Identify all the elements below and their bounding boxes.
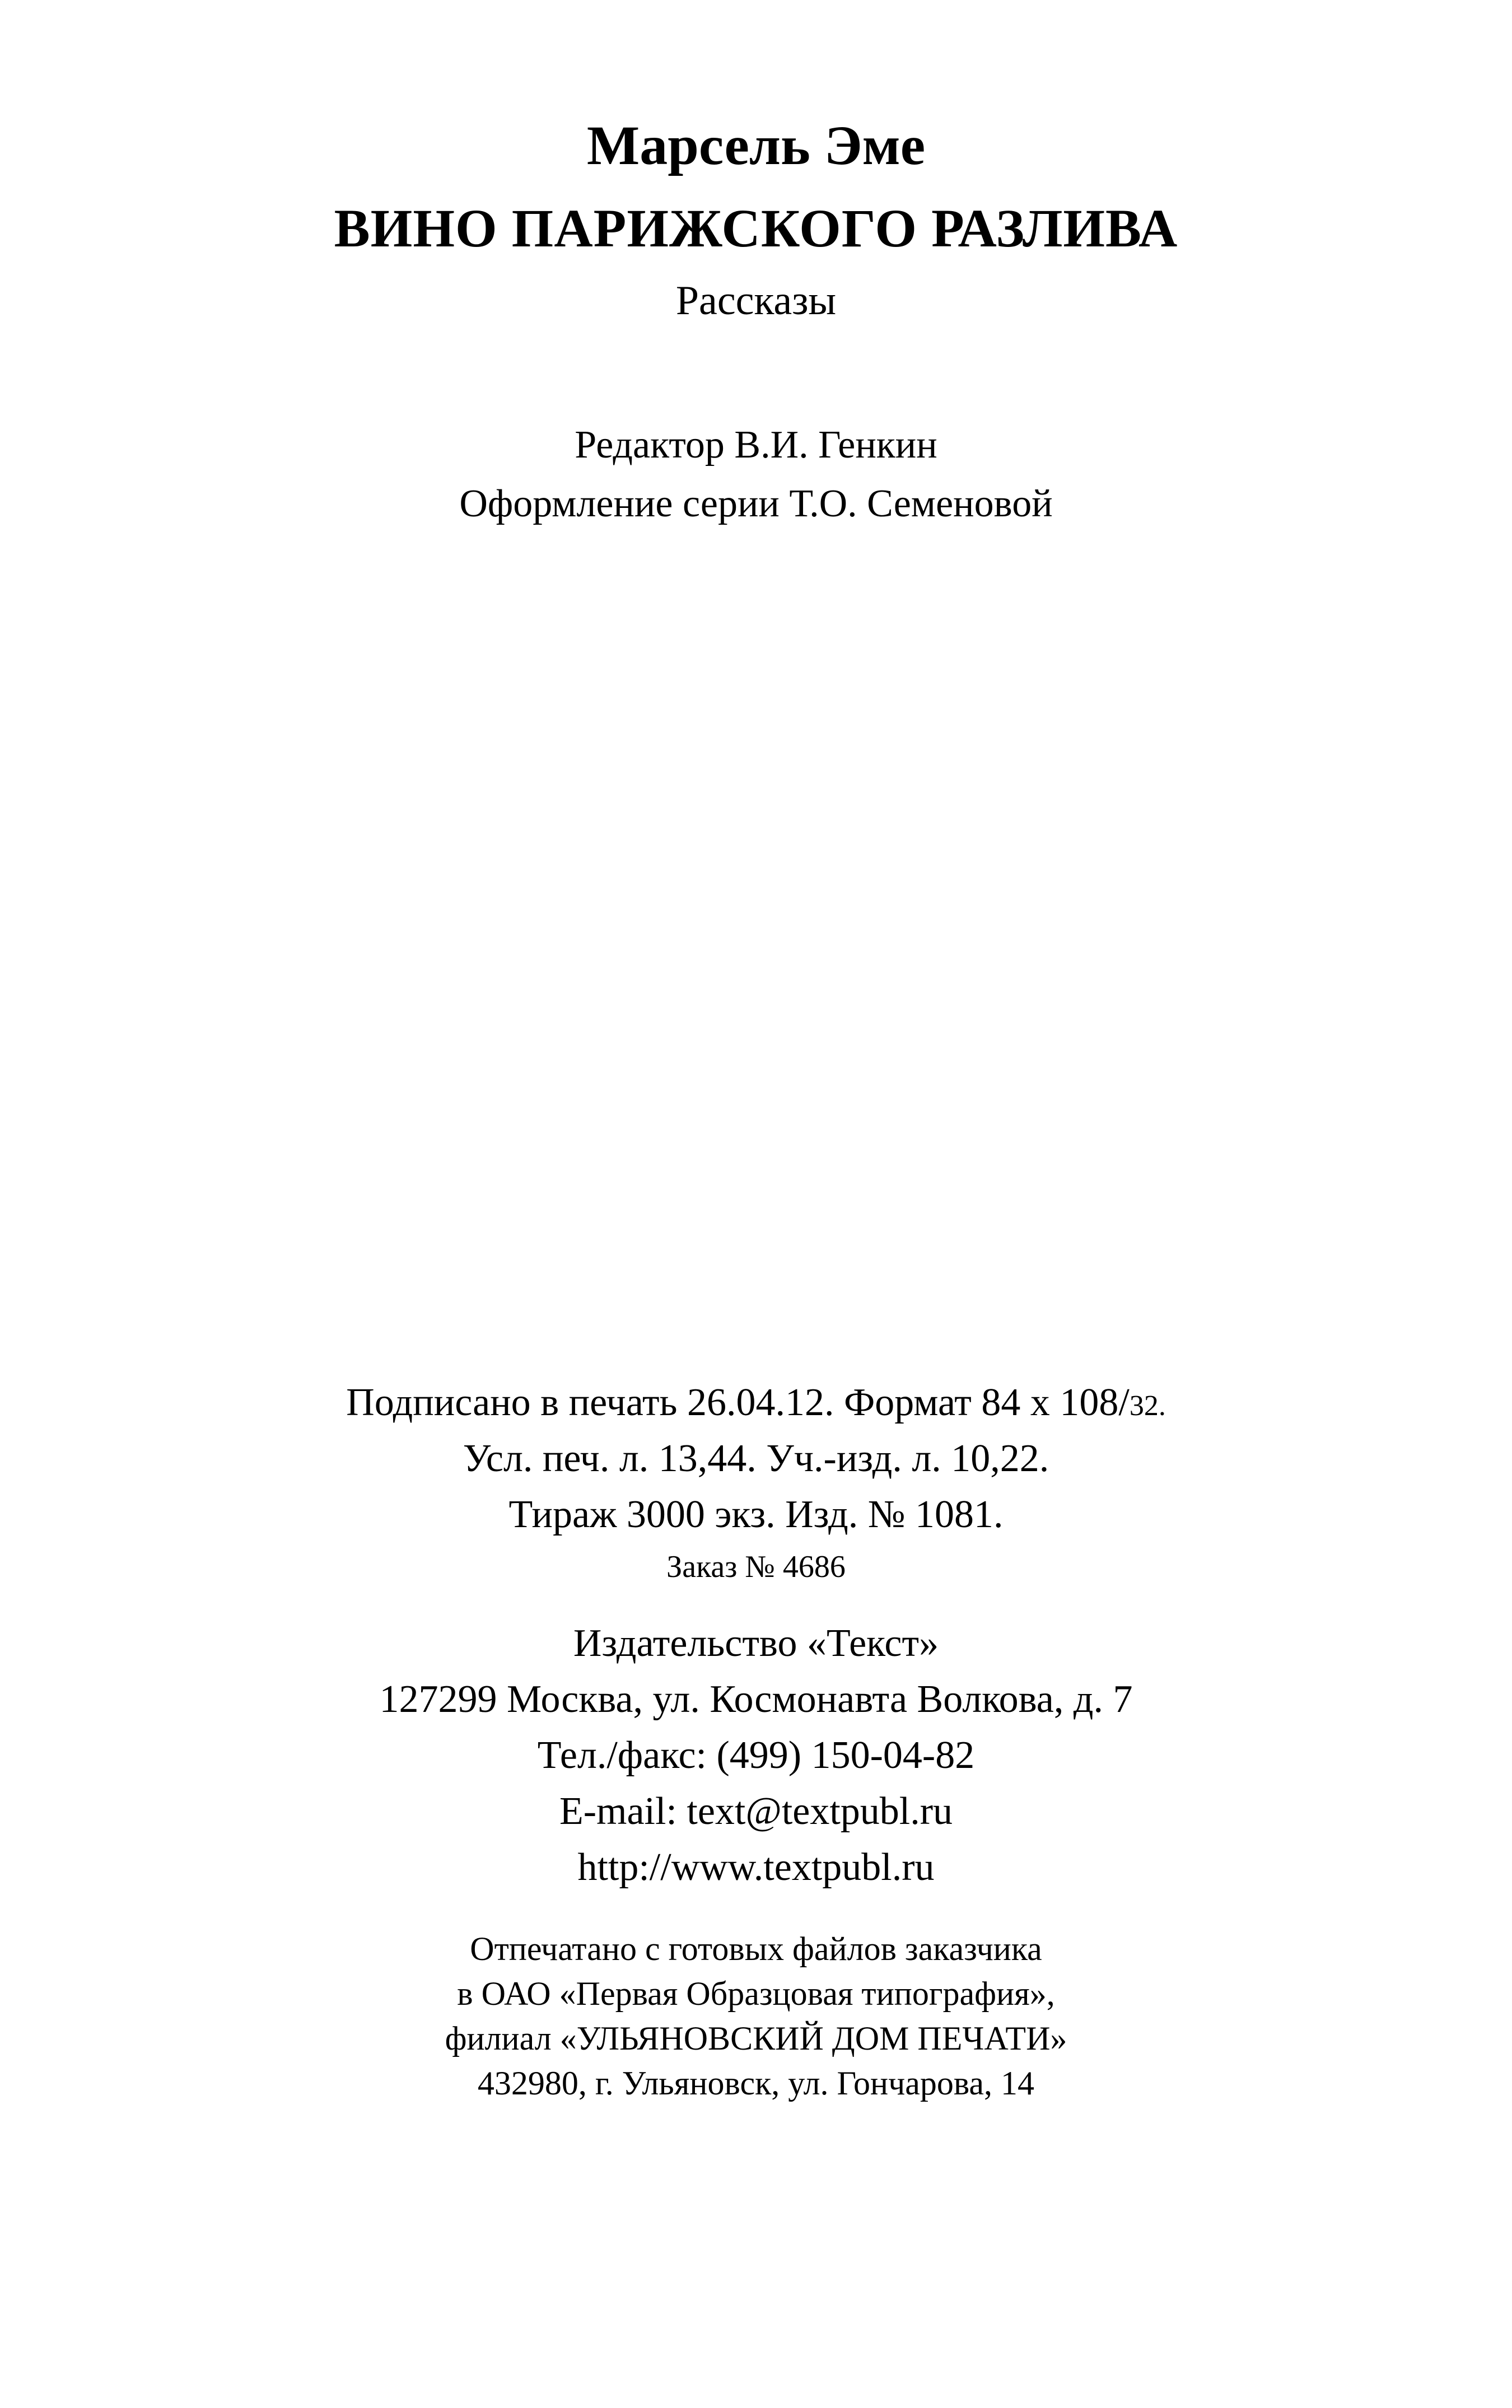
print-run: Тираж 3000 экз. Изд. № 1081. [508,1493,1004,1536]
publisher-name: Издательство «Текст» [573,1622,939,1665]
book-subtitle: Рассказы [675,278,837,324]
publisher-phone: Тел./факс: (499) 150-04-82 [537,1734,975,1777]
printer-address: 432980, г. Ульяновск, ул. Гончарова, 14 [477,2065,1035,2102]
printer-line-2: в ОАО «Первая Образцовая типография», [457,1975,1055,2012]
print-signed-format-main: Подписано в печать 26.04.12. Формат 84 x 108/ [346,1381,1130,1424]
print-signed-format [0,1383,1512,1422]
publisher-website: http://www.textpubl.ru [577,1846,935,1889]
publisher-address: 127299 Москва, ул. Космонавта Волкова, д. 7 [379,1678,1133,1721]
printer-line-1: Отпечатано с готовых файлов заказчика [470,1930,1042,1967]
editor-credit: Редактор В.И. Генкин [575,423,937,466]
printer-line-3: филиал «УЛЬЯНОВСКИЙ ДОМ ПЕЧАТИ» [445,2020,1067,2057]
print-sheets: Усл. печ. л. 13,44. Уч.-изд. л. 10,22. [463,1437,1049,1480]
publisher-email: E-mail: text@textpubl.ru [559,1790,953,1833]
book-title: ВИНО ПАРИЖСКОГО РАЗЛИВА [334,198,1178,258]
series-design-credit: Оформление серии Т.О. Семеновой [459,482,1053,525]
author-name: Марсель Эме [586,114,926,176]
print-format-fraction: 32. [1129,1390,1166,1422]
order-number: Заказ № 4686 [666,1550,846,1584]
